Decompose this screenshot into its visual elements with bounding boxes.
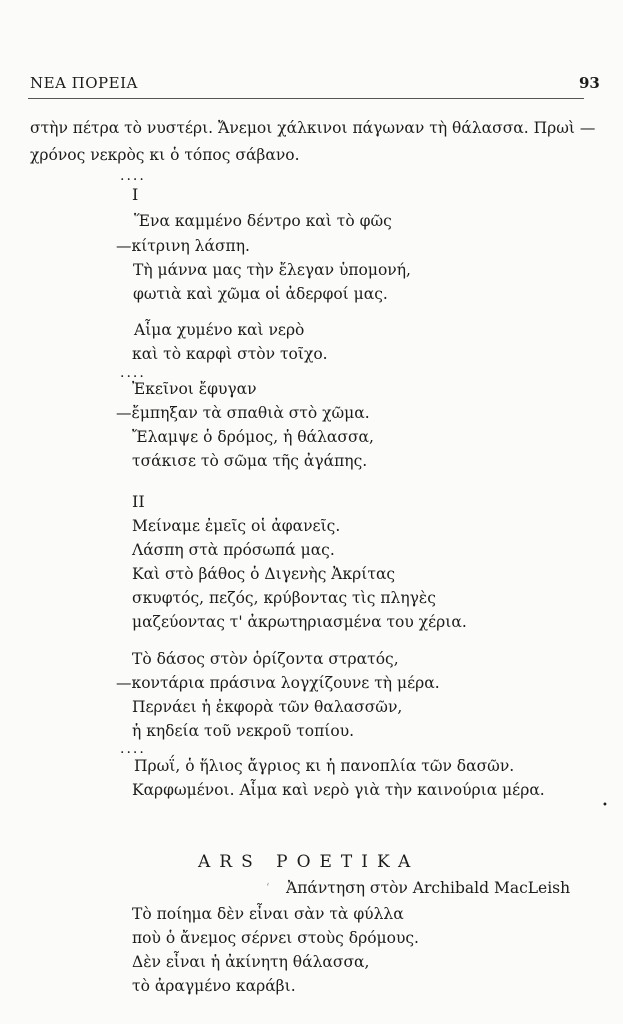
verse-line: Τὸ ποίημα δὲν εἶναι σὰν τὰ φύλλα: [132, 905, 404, 923]
running-header-title: ΝΕΑ ΠΟΡΕΙΑ: [30, 74, 138, 92]
page-number: 93: [579, 74, 600, 92]
verse-line: Καρφωμένοι. Αἷμα καὶ νερὸ γιὰ τὴν καινούρια μέρα.: [132, 781, 545, 799]
section-separator: ....: [120, 168, 146, 184]
verse-line: τσάκισε τὸ σῶμα τῆς ἀγάπης.: [132, 452, 368, 470]
verse-line: —κίτρινη λάσπη.: [116, 237, 250, 255]
section-separator: ....: [120, 741, 146, 757]
verse-line: ποὺ ὁ ἄνεμος σέρνει στοὺς δρόμους.: [132, 929, 419, 947]
verse-line: Περνάει ἡ ἐκφορὰ τῶν θαλασσῶν,: [132, 698, 403, 716]
verse-line: —ἔμπηξαν τὰ σπαθιὰ στὸ χῶμα.: [116, 404, 370, 422]
section-separator: ....: [120, 365, 146, 381]
verse-line: τὸ ἀραγμένο καράβι.: [132, 977, 296, 995]
verse-line: Πρωΐ, ὁ ἥλιος ἄγριος κι ἡ πανοπλία τῶν δασῶν.: [134, 757, 515, 775]
verse-line: Τὸ δάσος στὸν ὁρίζοντα στρατός,: [132, 650, 399, 668]
verse-line: Μείναμε ἐμεῖς οἱ ἀφανεῖς.: [132, 517, 341, 535]
verse-line: Αἷμα χυμένο καὶ νερὸ: [134, 321, 305, 339]
stray-mark: ʻ: [266, 881, 270, 894]
verse-line: Δὲν εἶναι ἡ ἀκίνητη θάλασσα,: [132, 953, 370, 971]
section-numeral: Ι: [132, 185, 139, 204]
verse-line: Ἕνα καμμένο δέντρο καὶ τὸ φῶς: [134, 212, 392, 230]
verse-line: Ἔλαμψε ὁ δρόμος, ἡ θάλασσα,: [132, 428, 374, 446]
stray-mark: •: [602, 800, 608, 811]
verse-line: φωτιὰ καὶ χῶμα οἱ ἀδερφοί μας.: [133, 285, 388, 303]
header-rule: [28, 98, 584, 99]
verse-line: Τὴ μάννα μας τὴν ἔλεγαν ὑπομονή,: [133, 261, 411, 279]
prose-line: στὴν πέτρα τὸ νυστέρι. Ἄνεμοι χάλκινοι πάγωναν τὴ θάλασσα. Πρωὶ —: [30, 119, 596, 137]
poem-dedication: Ἀπάντηση στὸν Archibald MacLeish: [286, 879, 571, 897]
verse-line: καὶ τὸ καρφὶ στὸν τοῖχο.: [132, 345, 328, 363]
verse-line: Ἐκεῖνοι ἔφυγαν: [132, 380, 257, 398]
verse-line: ἡ κηδεία τοῦ νεκροῦ τοπίου.: [132, 722, 355, 740]
verse-line: Καὶ στὸ βάθος ὁ Διγενὴς Ἀκρίτας: [132, 565, 396, 583]
verse-line: —κοντάρια πράσινα λογχίζουνε τὴ μέρα.: [116, 674, 440, 692]
verse-line: σκυφτός, πεζός, κρύβοντας τὶς πληγὲς: [132, 589, 436, 607]
verse-line: Λάσπη στὰ πρόσωπά μας.: [132, 541, 335, 559]
poem-title: ARS POETIKA: [198, 852, 420, 872]
verse-line: μαζεύοντας τ' ἀκρωτηριασμένα του χέρια.: [132, 613, 467, 631]
prose-line: χρόνος νεκρὸς κι ὁ τόπος σάβανο.: [30, 146, 300, 164]
section-numeral: ΙΙ: [132, 492, 145, 511]
